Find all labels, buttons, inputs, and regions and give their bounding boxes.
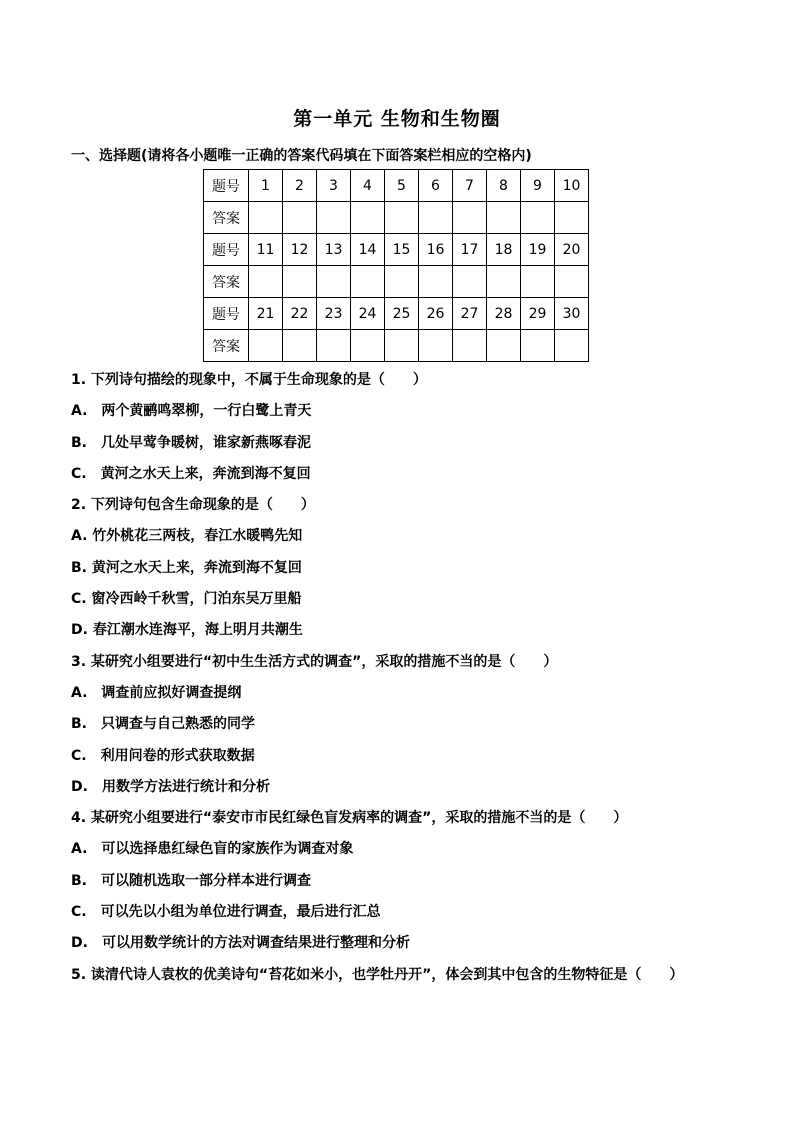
row-label-answer: 答案	[204, 202, 249, 234]
answer-option: D. 用数学方法进行统计和分析	[71, 778, 270, 795]
answer-table	[203, 169, 589, 362]
question-number-cell: 20	[555, 234, 589, 266]
question-number-cell: 8	[487, 170, 521, 202]
question-number-cell: 10	[555, 170, 589, 202]
answer-blank-cell[interactable]	[317, 330, 351, 362]
question-number-cell: 18	[487, 234, 521, 266]
question-number-cell: 17	[453, 234, 487, 266]
question-stem: 4. 某研究小组要进行“泰安市市民红绿色盲发病率的调查”，采取的措施不当的是（ ）	[71, 810, 628, 827]
answer-blank-cell[interactable]	[555, 202, 589, 234]
answer-blank-cell[interactable]	[351, 266, 385, 298]
answer-blank-cell[interactable]	[283, 266, 317, 298]
question-number-cell: 28	[487, 298, 521, 330]
question-number-cell: 27	[453, 298, 487, 330]
question-number-cell: 24	[351, 298, 385, 330]
answer-table-number-row	[204, 298, 589, 330]
answer-blank-cell[interactable]	[385, 266, 419, 298]
answer-option: D. 春江潮水连海平，海上明月共潮生	[71, 622, 303, 639]
answer-option: A. 竹外桃花三两枝，春江水暖鸭先知	[71, 528, 303, 545]
question-number-cell: 29	[521, 298, 555, 330]
answer-blank-cell[interactable]	[351, 202, 385, 234]
answer-table-answer-row	[204, 266, 589, 298]
question-number-cell: 12	[283, 234, 317, 266]
question-number-cell: 21	[249, 298, 283, 330]
question-number-cell: 4	[351, 170, 385, 202]
answer-blank-cell[interactable]	[521, 266, 555, 298]
answer-table-answer-row	[204, 330, 589, 362]
question-number-cell: 6	[419, 170, 453, 202]
answer-option: A. 两个黄鹂鸣翠柳，一行白鹭上青天	[71, 403, 312, 420]
answer-option: C. 可以先以小组为单位进行调查，最后进行汇总	[71, 904, 381, 921]
row-label-number: 题号	[204, 170, 249, 202]
question-number-cell: 9	[521, 170, 555, 202]
answer-option: B. 几处早莺争暖树，谁家新燕啄春泥	[71, 434, 311, 451]
answer-blank-cell[interactable]	[487, 330, 521, 362]
answer-table-answer-row	[204, 202, 589, 234]
answer-blank-cell[interactable]	[453, 266, 487, 298]
question-number-cell: 11	[249, 234, 283, 266]
answer-blank-cell[interactable]	[249, 266, 283, 298]
answer-blank-cell[interactable]	[385, 330, 419, 362]
answer-blank-cell[interactable]	[555, 330, 589, 362]
answer-table-number-row	[204, 234, 589, 266]
question-number-cell: 19	[521, 234, 555, 266]
question-stem: 2. 下列诗句包含生命现象的是（ ）	[71, 497, 315, 514]
answer-blank-cell[interactable]	[351, 330, 385, 362]
page-title: 第一单元 生物和生物圈	[293, 108, 501, 130]
answer-blank-cell[interactable]	[317, 202, 351, 234]
question-list	[71, 365, 731, 991]
row-label-number: 题号	[204, 298, 249, 330]
question-number-cell: 23	[317, 298, 351, 330]
question-number-cell: 22	[283, 298, 317, 330]
question-number-cell: 16	[419, 234, 453, 266]
question-number-cell: 14	[351, 234, 385, 266]
answer-blank-cell[interactable]	[385, 202, 419, 234]
section-heading: 一、选择题(请将各小题唯一正确的答案代码填在下面答案栏相应的空格内)	[71, 148, 532, 164]
answer-blank-cell[interactable]	[249, 330, 283, 362]
question-number-cell: 2	[283, 170, 317, 202]
question-stem: 5. 读清代诗人袁枚的优美诗句“苔花如米小，也学牡丹开”，体会到其中包含的生物特征是（ ）	[71, 966, 684, 983]
question-number-cell: 1	[249, 170, 283, 202]
answer-option: B. 黄河之水天上来，奔流到海不复回	[71, 559, 302, 576]
question-number-cell: 5	[385, 170, 419, 202]
answer-blank-cell[interactable]	[317, 266, 351, 298]
question-number-cell: 13	[317, 234, 351, 266]
question-number-cell: 7	[453, 170, 487, 202]
question-number-cell: 26	[419, 298, 453, 330]
answer-blank-cell[interactable]	[419, 330, 453, 362]
question-number-cell: 15	[385, 234, 419, 266]
answer-blank-cell[interactable]	[453, 330, 487, 362]
row-label-answer: 答案	[204, 330, 249, 362]
answer-option: C. 利用问卷的形式获取数据	[71, 747, 255, 764]
answer-option: D. 可以用数学统计的方法对调查结果进行整理和分析	[71, 935, 410, 952]
answer-blank-cell[interactable]	[521, 202, 555, 234]
answer-blank-cell[interactable]	[283, 202, 317, 234]
answer-blank-cell[interactable]	[419, 266, 453, 298]
row-label-answer: 答案	[204, 266, 249, 298]
answer-option: B. 只调查与自己熟悉的同学	[71, 716, 255, 733]
question-stem: 3. 某研究小组要进行“初中生生活方式的调查”，采取的措施不当的是（ ）	[71, 653, 558, 670]
question-number-cell: 30	[555, 298, 589, 330]
answer-blank-cell[interactable]	[487, 202, 521, 234]
answer-blank-cell[interactable]	[419, 202, 453, 234]
answer-option: C. 黄河之水天上来，奔流到海不复回	[71, 465, 311, 482]
question-number-cell: 3	[317, 170, 351, 202]
answer-blank-cell[interactable]	[521, 330, 555, 362]
answer-option: A. 可以选择患红绿色盲的家族作为调查对象	[71, 841, 354, 858]
answer-blank-cell[interactable]	[453, 202, 487, 234]
answer-table-number-row	[204, 170, 589, 202]
answer-option: C. 窗冷西岭千秋雪，门泊东吴万里船	[71, 591, 302, 608]
question-number-cell: 25	[385, 298, 419, 330]
answer-blank-cell[interactable]	[249, 202, 283, 234]
question-stem: 1. 下列诗句描绘的现象中，不属于生命现象的是（ ）	[71, 372, 427, 388]
answer-blank-cell[interactable]	[555, 266, 589, 298]
row-label-number: 题号	[204, 234, 249, 266]
answer-option: B. 可以随机选取一部分样本进行调查	[71, 872, 311, 889]
answer-blank-cell[interactable]	[283, 330, 317, 362]
answer-blank-cell[interactable]	[487, 266, 521, 298]
answer-option: A. 调查前应拟好调查提纲	[71, 684, 242, 701]
